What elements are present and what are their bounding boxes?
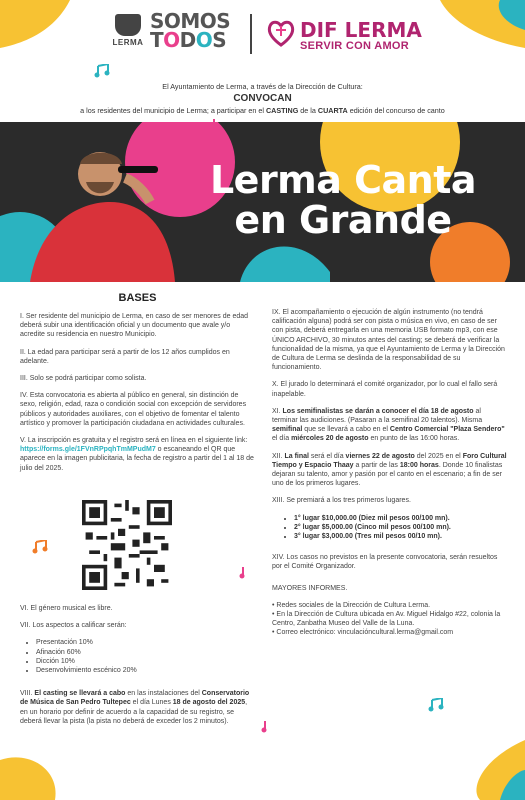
base-v: V. La inscripción es gratuita y el registro será en línea en el siguiente link: https://forms.gle/1FVnRPpqhTmMPudM7 o escaneando el QR que aparece en la imagen publicitaria, la fecha de registro a partir del 1 al 18 de julio del 2025. (20, 437, 254, 472)
music-note-icon (428, 698, 444, 712)
lerma-logo (108, 14, 148, 47)
base-x: X. El jurado lo determinará el comité organizador, por lo cual el fallo será inapelable. (272, 381, 498, 398)
list-item: • Dicción 10% (36, 657, 255, 666)
base-vii: VII. Los aspectos a calificar serán: (20, 622, 127, 630)
dif-subtitle: SERVIR CON AMOR (300, 40, 410, 52)
intro-line2: a los residentes del municipio de Lerma; a participar en el CASTING de la CUARTA edición del concurso de canto (80, 106, 445, 115)
left-column-bottom (20, 604, 255, 734)
somos-text: SOMOS (150, 9, 231, 33)
qr-code[interactable] (82, 500, 172, 590)
bases-heading: BASES (118, 292, 157, 304)
header-divider (250, 14, 252, 54)
music-note-icon (32, 540, 48, 554)
todos-text: TODOS (150, 28, 227, 52)
intro-line1: El Ayuntamiento de Lerma, a través de la Dirección de Cultura: (162, 82, 363, 91)
header (0, 0, 525, 70)
list-item: • 2° lugar $5,000.00 (Cinco mil pesos 00/100 mn). (294, 523, 508, 532)
list-item: • 1° lugar $10,000.00 (Diez mil pesos 00/100 mn). (294, 514, 508, 523)
right-column (272, 308, 508, 646)
base-xi: XI. Los semifinalistas se darán a conocer el día 18 de agosto al terminar las audiciones. (Pasaran a la semifinal 20 talentos). Misma semifinal que se llevará a cabo en el Centro Comercial "Plaza Sendero" el día miércoles 20 de agosto en punto de las 16:00 horas. (272, 407, 505, 443)
music-note-icon (260, 720, 272, 734)
list-item[interactable]: • Correo electrónico: vinculacióncultural.lerma@gmail.com (272, 629, 454, 637)
base-xiii: XIII. Se premiará a los tres primeros lugares. (272, 497, 411, 505)
base-xii: XII. La final será el día viernes 22 de agosto del 2025 en el Foro Cultural Tiempo y Espacio Thaay a partir de las 18:00 horas. Donde 10 finalistas dejaran su talento, amor y pasión por el canto en el escenario; a fin de ser uno de los primeros lugares. (272, 452, 507, 488)
list-item: • Redes sociales de la Dirección de Cultura Lerma. (272, 601, 431, 609)
dif-title: DIF LERMA (300, 18, 422, 42)
list-item: • Presentación 10% (36, 638, 255, 647)
music-note-icon (94, 64, 110, 78)
list-item: • Afinación 60% (36, 648, 255, 657)
list-item: • Desenvolvimiento escénico 20% (36, 666, 255, 675)
base-xiv: XIV. Los casos no previstos en la presente convocatoria, serán resueltos por el Comité Organizador. (272, 554, 498, 571)
list-item: • 3° lugar $3,000.00 (Tres mil pesos 00/10 mn). (294, 532, 508, 541)
convocan-heading: CONVOCAN (233, 93, 292, 104)
registration-link[interactable]: https://forms.gle/1FVnRPpqhTmMPudM7 (20, 446, 156, 454)
base-ii: II. La edad para participar será a partir de los 12 años cumplidos en adelante. (20, 348, 230, 365)
base-iii: III. Solo se podrá participar como solista. (20, 375, 147, 383)
title-line1: Lerma Canta (209, 158, 477, 202)
title-line2: en Grande (234, 198, 452, 242)
crest-icon (115, 14, 141, 36)
mayores-informes: MAYORES INFORMES. (272, 584, 348, 592)
base-vi: VI. El género musical es libre. (20, 605, 113, 612)
list-item: • En la Dirección de Cultura ubicada en Av. Miguel Hidalgo #22, colonia la Centro, Zanbatha Museo del Valle de la Luna. (272, 611, 501, 628)
event-title (178, 160, 508, 240)
intro (20, 82, 505, 116)
left-column (20, 312, 255, 481)
aspects-list (20, 638, 255, 675)
base-viii: VIII. El casting se llevará a cabo en las instalaciones del Conservatorio de Música de San Pedro Tultepec el día Lunes 18 de agosto del 2025, en un horario por definir de acuerdo a la capacidad de su registro, se deberá llevar la pista (la pista no deberá de exceder los 2 minutos). (20, 690, 250, 725)
info-list (272, 601, 508, 638)
heart-icon (266, 18, 296, 48)
prizes-list (272, 514, 508, 542)
base-iv: IV. Esta convocatoria es abierta al público en general, sin distinción de sexo, religión, edad, raza o condición social con excepción de servidores públicos y autoridades auxiliares, con el objetivo de fomentar el talento artístico y promover la participación ciudadana en actividades culturales. (20, 392, 247, 427)
music-note-icon (238, 566, 250, 580)
base-ix: IX. El acompañamiento o ejecución de algún instrumento (no tendrá calificación alguna) podrá ser con pista o música en vivo, en caso de ser con pista, deberá entregarla en una memoria USB formato mp3, con ese ÚNICO ARCHIVO, 30 minutos antes del casting; se deberá de verificar la funcionalidad de la misma, ya que el Ayuntamiento de Lerma y la Dirección de Cultura de Lerma se deslinda de la responsabilidad de su funcionamiento. (272, 309, 505, 372)
base-i: I. Ser residente del municipio de Lerma, en caso de ser menores de edad deberá subir una identificación oficial y un documento que avale y/o acredite su residencia en nuestro Municipio. (20, 313, 249, 339)
lerma-logo-label: LERMA (112, 38, 144, 47)
somos-todos-logo (150, 9, 231, 52)
